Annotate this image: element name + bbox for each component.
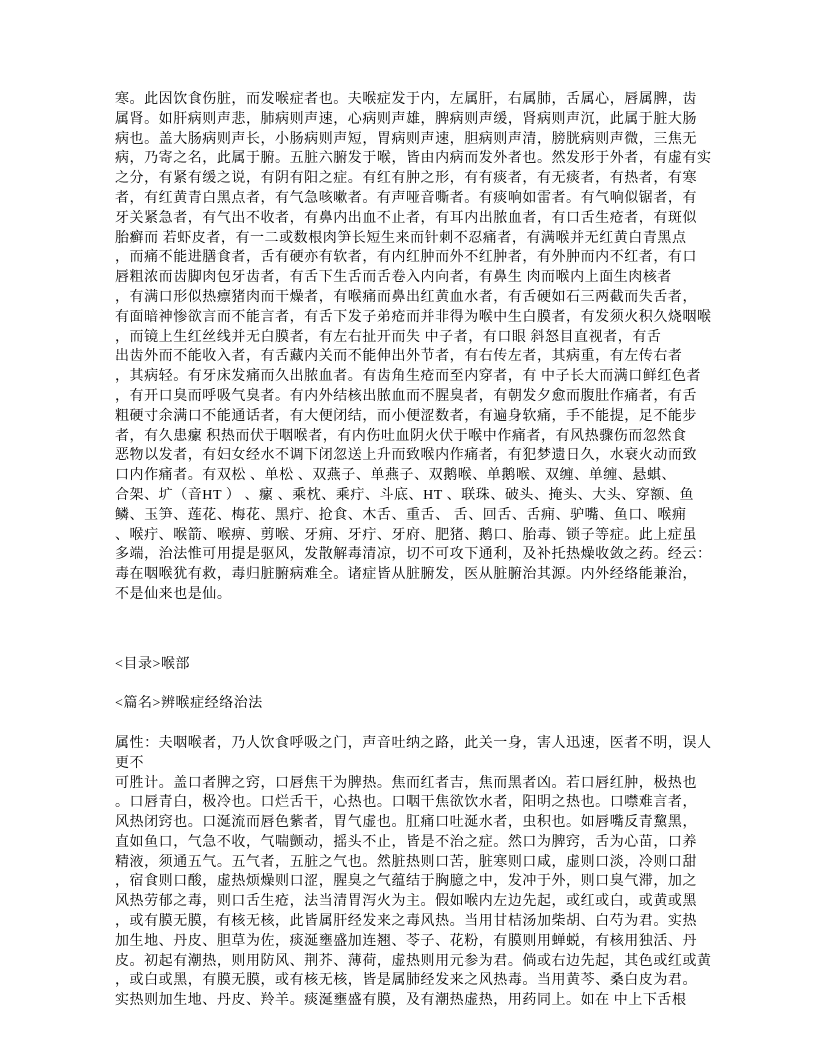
text-line: 口内作痛者。有双松 、单松 、双燕子、单燕子、双鹅喉、单鹅喉、双缠、单缠、悬蜞、	[115, 468, 676, 484]
text-line: 更不	[115, 755, 145, 771]
text-line: 直如鱼口，气急不收，气喘颤动，摇头不止，皆是不治之症。然口为脾窍，舌为心苗，口养	[115, 834, 697, 850]
text-line: 。口唇青白，极冷也。口烂舌干，心热也。口咽干焦欲饮水者，阳明之热也。口噤难言者，	[115, 795, 697, 811]
text-line: ，有开口臭而呼吸气臭者。有内外结核出脓血而不腥臭者，有朝发夕愈而腹肚作痛者，有舌	[115, 388, 697, 404]
text-line: 可胜计。盖口者脾之窍，口唇焦干为脾热。焦而红者吉，焦而黑者凶。若口唇红肿，极热也	[115, 775, 697, 791]
toc-section-marker: <目录>喉部	[115, 656, 191, 672]
text-line: 实热则加生地、丹皮、羚羊。痰涎壅盛有膜，及有潮热虚热，用药同上。如在 中上下舌根	[115, 993, 687, 1009]
text-line: 精液，须通五气。五气者，五脏之气也。然脏热则口苦，脏寒则口咸，虚则口淡，冷则口甜	[115, 854, 697, 870]
text-line: 者，有久患瘰 积热而伏于咽喉者，有内伤吐血阴火伏于喉中作痛者，有风热骤伤而忽然食	[115, 428, 687, 444]
blank-line	[115, 675, 720, 695]
text-line: 者，有红黄青白黑点者，有气急咳嗽者。有声哑音嘶者。有痰响如雷者。有气响似锯者，有	[115, 190, 697, 206]
text-line: ，而镜上生红丝线并无白膜者，有左右扯开而失 中子者，有口眼 斜怒目直视者，有舌	[115, 329, 662, 345]
blank-line	[115, 714, 720, 734]
text-line: 皮。初起有潮热，则用防风、荆芥、薄荷，虚热则用元参为君。倘或右边先起，其色或红或黄	[115, 953, 712, 969]
text-line: 风热闭窍也。口涎流而唇色紫者，胃气虚也。肛痛口吐涎水者，虫积也。如唇嘴反青黧黑，	[115, 815, 697, 831]
text-line: 毒在咽喉犹有救，毒归脏腑病难全。诸症皆从脏腑发，医从脏腑治其源。内外经络能兼治，	[115, 567, 697, 583]
blank-space	[115, 605, 720, 655]
text-line: 属肾。如肝病则声悲，肺病则声速，心病则声雄，脾病则声缓，肾病则声沉，此属于脏大肠	[115, 111, 697, 127]
text-line: ，其病轻。有牙床发痛而久出脓血者。有齿角生疮而至内穿者，有 中子长大而满口鲜红色者	[115, 369, 702, 385]
chapter-title-marker: <篇名>辨喉症经络治法	[115, 696, 263, 712]
text-line: 粗硬寸余满口不能通话者，有大便闭结，而小便涩数者，有遍身软痛，手不能提，足不能步	[115, 408, 697, 424]
text-line: 、喉疔、喉箭、喉痹、剪喉、牙痈、牙疔、牙府、肥猪、鹅口、胎毒、锁子等症。此上症虽	[115, 527, 697, 543]
text-line: 加生地、丹皮、胆草为佐，痰涎壅盛加连翘、苓子、花粉，有膜则用蝉蜕，有核用独活、丹	[115, 933, 697, 949]
text-line: 恶物以发者，有妇女经水不调下闭忽送上升而致喉内作痛者，有犯梦遗日久，水衰火动而致	[115, 448, 697, 464]
text-line: 风热劳郁之毒，则口舌生疮，法当清胃泻火为主。假如喉内左边先起，或红或白，或黄或黑	[115, 894, 697, 910]
text-line: 唇粗浓而齿脚肉包牙齿者，有舌下生舌而舌卷入内向者，有鼻生 肉而喉内上面生肉核者	[115, 270, 672, 286]
text-line: 牙关紧急者，有气出不收者，有鼻内出血不止者，有耳内出脓血者，有口舌生疮者，有斑似	[115, 210, 697, 226]
text-line: 多端，治法惟可用提是驱风，发散解毒清凉，切不可攻下通利，及补托热燥收敛之药。经云：	[115, 547, 712, 563]
body-paragraph	[115, 734, 720, 1011]
text-line: 病也。盖大肠病则声长，小肠病则声短，胃病则声速，胆病则声清，膀胱病则声微，三焦无	[115, 131, 697, 147]
text-line: 属性：夫咽喉者，乃人饮食呼吸之门，声音吐纳之路，此关一身，害人迅速，医者不明，误人	[115, 735, 712, 751]
text-line: 胎癣而 若虾皮者，有一二或数根肉笋长短生来而针刺不忍痛者，有满喉并无红黄白青黑点	[115, 230, 687, 246]
text-line: 病，乃寄之名，此属于腑。五脏六腑发于喉，皆由内病而发外者也。然发形于外者，有虚有实	[115, 151, 712, 167]
text-line: ，或白或黑，有膜无膜，或有核无核，皆是属肺经发来之风热毒。当用黄芩、桑白皮为君。	[115, 973, 697, 989]
text-line: 鳞、玉笋、莲花、梅花、黑疔、抢食、木舌、重舌、 舌、回舌、舌痈、驴嘴、鱼口、喉痈	[115, 507, 687, 523]
text-line: ，或有膜无膜，有核无核，此皆属肝经发来之毒风热。当用甘桔汤加柴胡、白芍为君。实热	[115, 914, 697, 930]
text-line: ，而痛不能进膳食者，舌有硬亦有软者，有内红肿而外不红肿者，有外肿而内不红者，有口	[115, 250, 697, 266]
text-line: 合架、圹（音HT ） 、瘰 、乘枕、乘疔、斗底、HT 、联珠、破头、掩头、大头、穿额、鱼	[115, 487, 695, 503]
text-line: ，有满口形似热瘭猪肉而干燥者，有喉痛而鼻出红黄血水者，有舌硬如石三两截而失舌者，	[115, 289, 697, 305]
intro-paragraph	[115, 90, 720, 605]
text-line: 有面暗神惨欲言而不能言者，有舌下发子弟疮而并非得为喉中生白膜者，有发须火积久烧咽喉	[115, 309, 712, 325]
text-line: ，宿食则口酸，虚热烦燥则口涩，腥臭之气蕴结于胸臆之中，发冲于外，则口臭气滞，加之	[115, 874, 697, 890]
text-line: 出齿外而不能收入者，有舌藏内关而不能伸出外节者，有右传左者，其病重，有左传右者	[115, 349, 683, 365]
text-line: 不是仙来也是仙。	[115, 586, 232, 602]
text-line: 之分，有紧有缓之说，有阴有阳之症。有红有肿之形，有有痰者，有无痰者，有热者，有寒	[115, 171, 697, 187]
text-line: 寒。此因饮食伤脏，而发喉症者也。夫喉症发于内，左属肝，右属肺，舌属心，唇属脾，齿	[115, 92, 697, 107]
